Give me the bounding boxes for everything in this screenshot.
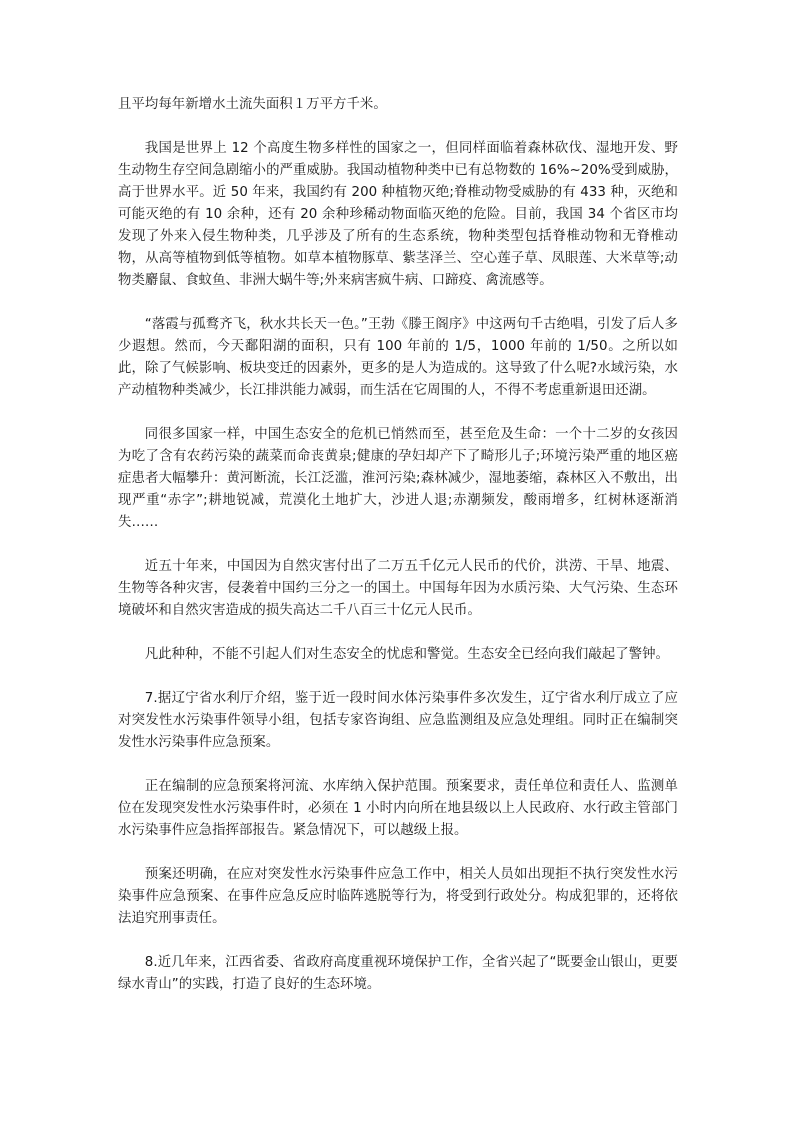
paragraph-plan-penalties: 预案还明确，在应对突发性水污染事件应急工作中，相关人员如出现拒不执行突发性水污染事件应急预案、在事件应急反应时临阵逃脱等行为，将受到行政处分。构成犯罪的，还将依法追究刑事责任。	[118, 867, 678, 926]
paragraph-biodiversity: 我国是世界上 12 个高度生物多样性的国家之一，但同样面临着森林砍伐、湿地开发、野生动物生存空间急剧缩小的严重威胁。我国动植物种类中已有总物数的 16%~20%受到威胁，高于世界水平。近 50 年来，我国约有 200 种植物灭绝;脊椎动物受威胁的有 433 种，灭绝和可能灭绝的有 10 余种，还有 20 余种珍稀动物面临灭绝的危险。目前，我国 34 个省区市均发现了外来入侵生物种类，几乎涉及了所有的生态系统，物种类型包括脊椎动物和无脊椎动物，从高等植物到低等植物。如草本植物豚草、紫茎泽兰、空心莲子草、凤眼莲、大米草等;动物类麝鼠、食蚊鱼、非洲大蜗牛等;外来病害疯牛病、口蹄疫、禽流感等。	[118, 141, 678, 288]
paragraph-emergency-plan: 正在编制的应急预案将河流、水库纳入保护范围。预案要求，责任单位和责任人、监测单位在发现突发性水污染事件时，必须在 1 小时内向所在地县级以上人民政府、水行政主管部门水污染事件应急指挥部报告。紧急情况下，可以越级上报。	[118, 779, 678, 838]
paragraph-disaster-losses: 近五十年来，中国因为自然灾害付出了二万五千亿元人民币的代价，洪涝、干旱、地震、生物等各种灾害，侵袭着中国约三分之一的国土。中国每年因为水质污染、大气污染、生态环境破坏和自然灾害造成的损失高达二千八百三十亿元人民币。	[118, 559, 678, 618]
paragraph-item-7: 7.据辽宁省水利厅介绍，鉴于近一段时间水体污染事件多次发生，辽宁省水利厅成立了应对突发性水污染事件领导小组，包括专家咨询组、应急监测组及应急处理组。同时正在编制突发性水污染事件应急预案。	[118, 691, 678, 750]
document-body	[118, 94, 678, 1018]
paragraph-poyang-lake: “落霞与孤鹜齐飞，秋水共长天一色。”王勃《滕王阁序》中这两句千古绝唱，引发了后人多少遐想。然而，今天鄱阳湖的面积，只有 100 年前的 1/5，1000 年前的 1/50。之所以如此，除了气候影响、板块变迁的因素外，更多的是人为造成的。这导致了什么呢?水域污染，水产动植物种类减少，长江排洪能力减弱，而生活在它周围的人，不得不考虑重新退田还湖。	[118, 317, 678, 398]
paragraph-item-8: 8.近几年来，江西省委、省政府高度重视环境保护工作，全省兴起了“既要金山银山，更要绿水青山”的实践，打造了良好的生态环境。	[118, 955, 678, 992]
paragraph-warning: 凡此种种，不能不引起人们对生态安全的忧虑和警觉。生态安全已经向我们敲起了警钟。	[144, 647, 669, 662]
paragraph-soil-erosion-tail: 且平均每年新增水土流失面积１万平方千米。	[118, 97, 387, 112]
paragraph-ecological-crisis: 同很多国家一样，中国生态安全的危机已悄然而至，甚至危及生命：一个十二岁的女孩因为吃了含有农药污染的蔬菜而命丧黄泉;健康的孕妇却产下了畸形儿子;环境污染严重的地区癌症患者大幅攀升：黄河断流，长江泛滥，淮河污染;森林减少，湿地萎缩，森林区入不敷出，出现严重“赤字”;耕地锐减，荒漠化土地扩大，沙进人退;赤潮频发，酸雨增多，红树林逐渐消失……	[118, 427, 678, 530]
